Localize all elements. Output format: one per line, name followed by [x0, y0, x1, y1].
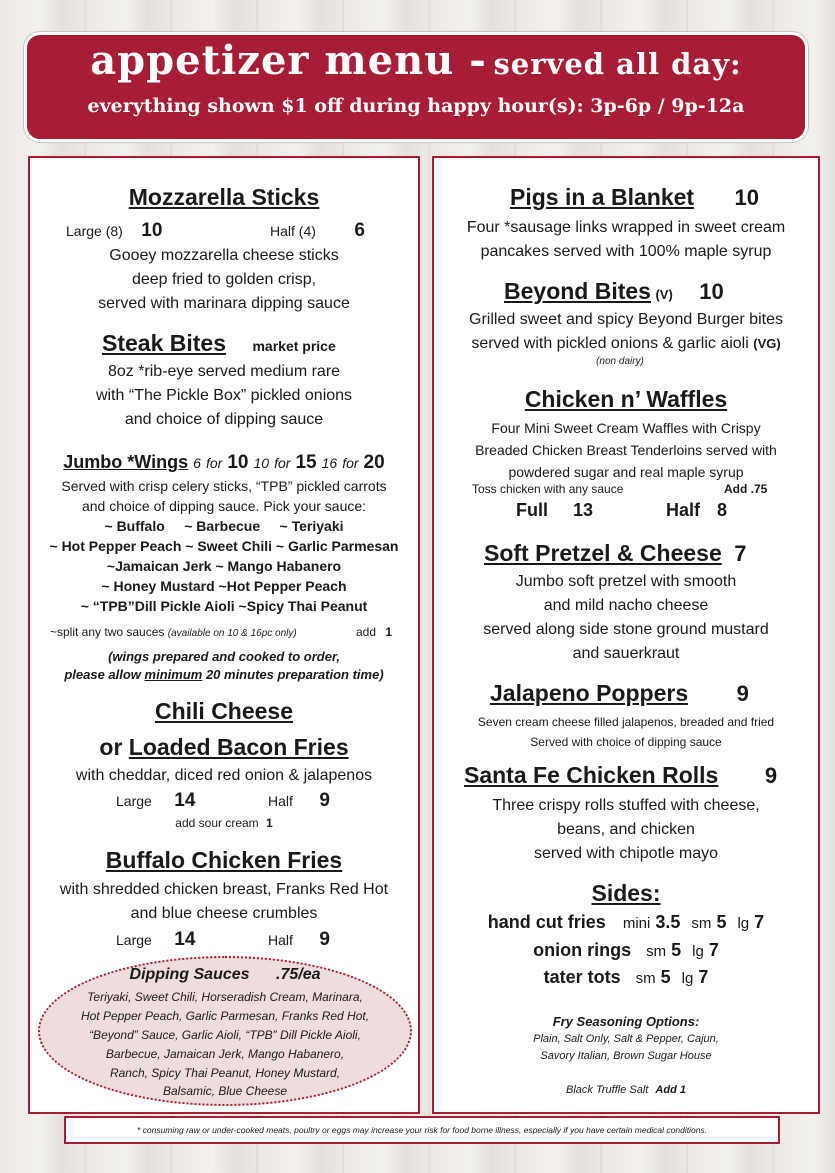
item-title: Soft Pretzel & Cheese [484, 540, 722, 566]
item-title: Beyond Bites [504, 278, 651, 304]
item-description: 8oz *rib-eye served medium rare with “The Pickle Box” pickled onions and choice of dipping sauce [95, 363, 353, 428]
toss-sauce-price: Add .75 [724, 482, 768, 496]
buffalo-chicken-fries-item [30, 847, 418, 874]
chili-cheese-fries-item [30, 698, 418, 725]
happy-hour-subtitle: everything shown $1 off during happy hour(s): 3p-6p / 9p-12a [87, 95, 745, 117]
wings-prep-note: (wings prepared and cooked to order, please allow minimum 20 minutes preparation time) [64, 649, 384, 682]
sour-cream-addon: add sour cream 1 [175, 816, 273, 830]
sides-section [434, 880, 818, 907]
steak-bites-item [102, 330, 336, 357]
sides-title: Sides: [591, 880, 661, 906]
item-description: Grilled sweet and spicy Beyond Burger bites served with pickled onions & garlic aioli (VG) (non dairy) [469, 311, 783, 367]
size-full: Full 13 [516, 500, 594, 520]
item-title: Chicken n’ Waffles [524, 386, 728, 412]
dipping-sauces-box: Dipping Sauces .75/ea Teriyaki, Sweet Chili, Horseradish Cream, Marinara, Hot Pepper Peach, Garlic Parmesan, Franks Red Hot, “Beyond” Sauce, Garlic Aioli, “TPB” Dill Pickle Aioli, Barbecue, Jamaican Jerk, Mango Habanero, Ranch, Spicy Thai Peanut, Honey Mustard, Balsamic, Blue Cheese [38, 956, 412, 1106]
side-tater-tots: tater tots sm 5 lg 7 [543, 967, 709, 987]
chicken-n-waffles-item [434, 386, 818, 413]
market-price: market price [252, 338, 336, 354]
size-half: Half 8 [666, 500, 728, 520]
beyond-bites-item: Beyond Bites (V) 10 [504, 278, 724, 304]
wing-sauce-list: ~ Buffalo ~ Barbecue ~ Teriyaki ~ Hot Pepper Peach ~ Sweet Chili ~ Garlic Parmesan ~Jamaican Jerk ~ Mango Habanero ~ Honey Mustard ~Hot Pepper Peach ~ “TPB”Dill Pickle Aioli ~Spicy Thai Peanut [49, 518, 399, 614]
size-half: Half 9 [268, 790, 330, 811]
dipping-sauces-title: Dipping Sauces [129, 966, 250, 983]
right-menu-panel [432, 156, 820, 1114]
size-large: Large (8) 10 [66, 220, 163, 241]
jumbo-wings-item: Jumbo *Wings 6 for 10 10 for 15 16 for 20 [63, 452, 385, 473]
item-description: Jumbo soft pretzel with smooth and mild nacho cheese served along side stone ground mustard and sauerkraut [483, 573, 769, 662]
item-description: Four Mini Sweet Cream Waffles with Crispy Breaded Chicken Breast Tenderloins served with powdered sugar and real maple syrup [475, 420, 777, 480]
split-sauces-option: ~split any two sauces (available on 10 & 16pc only) [50, 625, 297, 639]
item-title: Steak Bites [102, 330, 227, 356]
item-description: with cheddar, diced red onion & jalapenos [75, 767, 373, 784]
menu-banner [24, 32, 808, 142]
jalapeno-poppers-item: Jalapeno Poppers 9 [490, 680, 749, 706]
item-title: Santa Fe Chicken Rolls [464, 762, 719, 788]
item-title: Jumbo *Wings [63, 452, 189, 472]
item-description: Gooey mozzarella cheese sticks deep fried to golden crisp, served with marinara dipping sauce [98, 247, 350, 312]
pigs-in-a-blanket-item: Pigs in a Blanket 10 [510, 184, 759, 210]
item-description: Three crispy rolls stuffed with cheese, beans, and chicken served with chipotle mayo [492, 797, 760, 862]
size-half: Half (4) 6 [270, 220, 365, 241]
soft-pretzel-item: Soft Pretzel & Cheese 7 [484, 540, 747, 566]
menu-title: appetizer menu - served all day: [90, 37, 742, 84]
fry-seasoning-options: Fry Seasoning Options: Plain, Salt Only, Salt & Pepper, Cajun, Savory Italian, Brown Sugar House [533, 1014, 719, 1062]
item-title: Jalapeno Poppers [490, 680, 689, 706]
size-large: Large 14 [116, 929, 196, 950]
item-title: Mozzarella Sticks [128, 184, 320, 210]
side-hand-cut-fries: hand cut fries mini 3.5 sm 5 lg 7 [487, 912, 765, 932]
item-title: Pigs in a Blanket [510, 184, 695, 210]
item-title: Chili Cheese [154, 698, 294, 724]
size-large: Large 14 [116, 790, 196, 811]
santa-fe-rolls-item: Santa Fe Chicken Rolls 9 [464, 762, 778, 788]
dipping-sauces-price: .75/ea [276, 966, 321, 983]
item-description: Four *sausage links wrapped in sweet cream pancakes served with 100% maple syrup [466, 219, 786, 260]
item-description: Seven cream cheese filled jalapenos, breaded and fried Served with choice of dipping sauce [477, 715, 775, 749]
left-menu-panel [28, 156, 420, 1114]
item-description: with shredded chicken breast, Franks Red Hot and blue cheese crumbles [59, 881, 389, 922]
item-description: Served with crisp celery sticks, “TPB” pickled carrots and choice of dipping sauce. Pick your sauce: [61, 478, 387, 514]
split-sauces-price: add 1 [356, 625, 393, 639]
item-title: Buffalo Chicken Fries [105, 847, 343, 873]
side-onion-rings: onion rings sm 5 lg 7 [533, 940, 719, 960]
size-half: Half 9 [268, 929, 330, 950]
mozzarella-sticks-item [30, 184, 418, 211]
food-safety-disclaimer: * consuming raw or under-cooked meats, poultry or eggs may increase your risk for food borne illness, especially if you have certain medical conditions. [64, 1116, 780, 1144]
toss-sauce-option: Toss chicken with any sauce [472, 482, 624, 496]
black-truffle-salt: Black Truffle Salt Add 1 [566, 1084, 686, 1096]
loaded-bacon-fries-title: or Loaded Bacon Fries [99, 734, 349, 760]
